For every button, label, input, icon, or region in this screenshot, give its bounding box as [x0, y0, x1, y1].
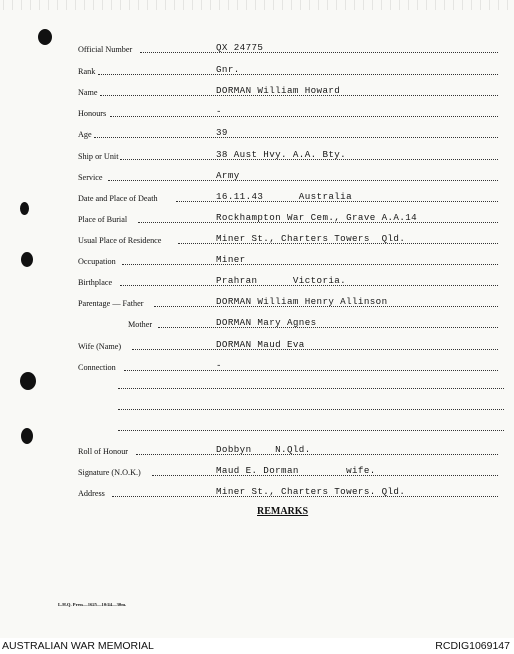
archive-name: AUSTRALIAN WAR MEMORIAL — [2, 640, 154, 652]
punch-hole — [21, 428, 33, 444]
field-label: Signature (N.O.K.) — [78, 468, 141, 477]
field-value: Army — [216, 170, 240, 181]
field-label: Connection — [78, 363, 116, 372]
field-value: QX 24775 — [216, 42, 264, 53]
field-wife — [78, 337, 498, 351]
field-value: Prahran Victoria. — [216, 275, 347, 286]
dotted-line — [94, 137, 498, 138]
field-label: Wife (Name) — [78, 342, 122, 351]
field-label: Usual Place of Residence — [78, 236, 162, 245]
field-label: Occupation — [78, 257, 116, 266]
field-ship-or-unit — [78, 147, 498, 161]
dotted-line — [158, 327, 498, 328]
field-value: 38 Aust Hvy. A.A. Bty. — [216, 149, 347, 160]
dotted-line — [98, 74, 498, 75]
field-name — [78, 83, 498, 97]
field-label: Age — [78, 130, 92, 139]
punch-hole — [21, 252, 33, 267]
field-date-place-of-death — [78, 189, 498, 203]
field-address — [78, 484, 498, 498]
punch-hole — [20, 372, 36, 390]
field-value: 39 — [216, 127, 228, 138]
dotted-line — [140, 52, 498, 53]
field-birthplace — [78, 273, 498, 287]
field-value: Gnr. — [216, 64, 240, 75]
punch-hole — [38, 29, 52, 45]
field-label: Place of Burial — [78, 215, 128, 224]
field-label: Date and Place of Death — [78, 194, 158, 203]
field-label: Honours — [78, 109, 107, 118]
field-label: Roll of Honour — [78, 447, 129, 456]
field-label: Official Number — [78, 45, 133, 54]
printer-imprint: L.H.Q. Press—1625—10/44—30m. — [58, 602, 127, 607]
field-value: DORMAN William Henry Allinson — [216, 296, 388, 307]
field-service — [78, 168, 498, 182]
field-value: - — [216, 360, 222, 371]
field-usual-residence — [78, 231, 498, 245]
dotted-line — [136, 454, 498, 455]
field-label: Ship or Unit — [78, 152, 119, 161]
field-label: Parentage — Father — [78, 299, 144, 308]
field-value: Rockhampton War Cem., Grave A.A.14 — [216, 212, 418, 223]
field-official-number — [78, 40, 498, 54]
punch-hole — [20, 202, 29, 215]
field-value: Maud E. Dorman wife. — [216, 465, 376, 476]
field-value: 16.11.43 Australia — [216, 191, 353, 202]
field-label: Name — [78, 88, 98, 97]
field-value: Miner St., Charters Towers. Qld. — [216, 486, 406, 497]
field-value: DORMAN Maud Eva — [216, 339, 305, 350]
field-value: Miner — [216, 254, 246, 265]
field-label: Mother — [128, 320, 153, 329]
field-mother — [78, 315, 498, 329]
blank-dotted-line — [118, 430, 504, 431]
field-value: Dobbyn N.Qld. — [216, 444, 311, 455]
field-value: - — [216, 106, 222, 117]
blank-dotted-line — [118, 409, 504, 410]
record-id: RCDIG1069147 — [435, 640, 510, 652]
field-father — [78, 294, 498, 308]
blank-dotted-line — [118, 388, 504, 389]
field-place-of-burial — [78, 210, 498, 224]
field-roll-of-honour — [78, 442, 498, 456]
archive-footer — [0, 638, 514, 654]
field-label: Address — [78, 489, 105, 498]
scan-edge — [0, 0, 514, 10]
dotted-line — [132, 349, 498, 350]
field-label: Birthplace — [78, 278, 113, 287]
field-honours — [78, 104, 498, 118]
field-label: Rank — [78, 67, 96, 76]
field-connection — [78, 358, 498, 372]
field-label: Service — [78, 173, 103, 182]
field-value: DORMAN Mary Agnes — [216, 317, 317, 328]
field-rank — [78, 62, 498, 76]
dotted-line — [110, 116, 498, 117]
field-occupation — [78, 252, 498, 266]
dotted-line — [122, 264, 498, 265]
field-value: DORMAN William Howard — [216, 85, 341, 96]
dotted-line — [124, 370, 498, 371]
dotted-line — [108, 180, 498, 181]
remarks-heading: REMARKS — [257, 506, 309, 517]
field-value: Miner St., Charters Towers Qld. — [216, 233, 406, 244]
field-age — [78, 125, 498, 139]
field-signature-nok — [78, 463, 498, 477]
